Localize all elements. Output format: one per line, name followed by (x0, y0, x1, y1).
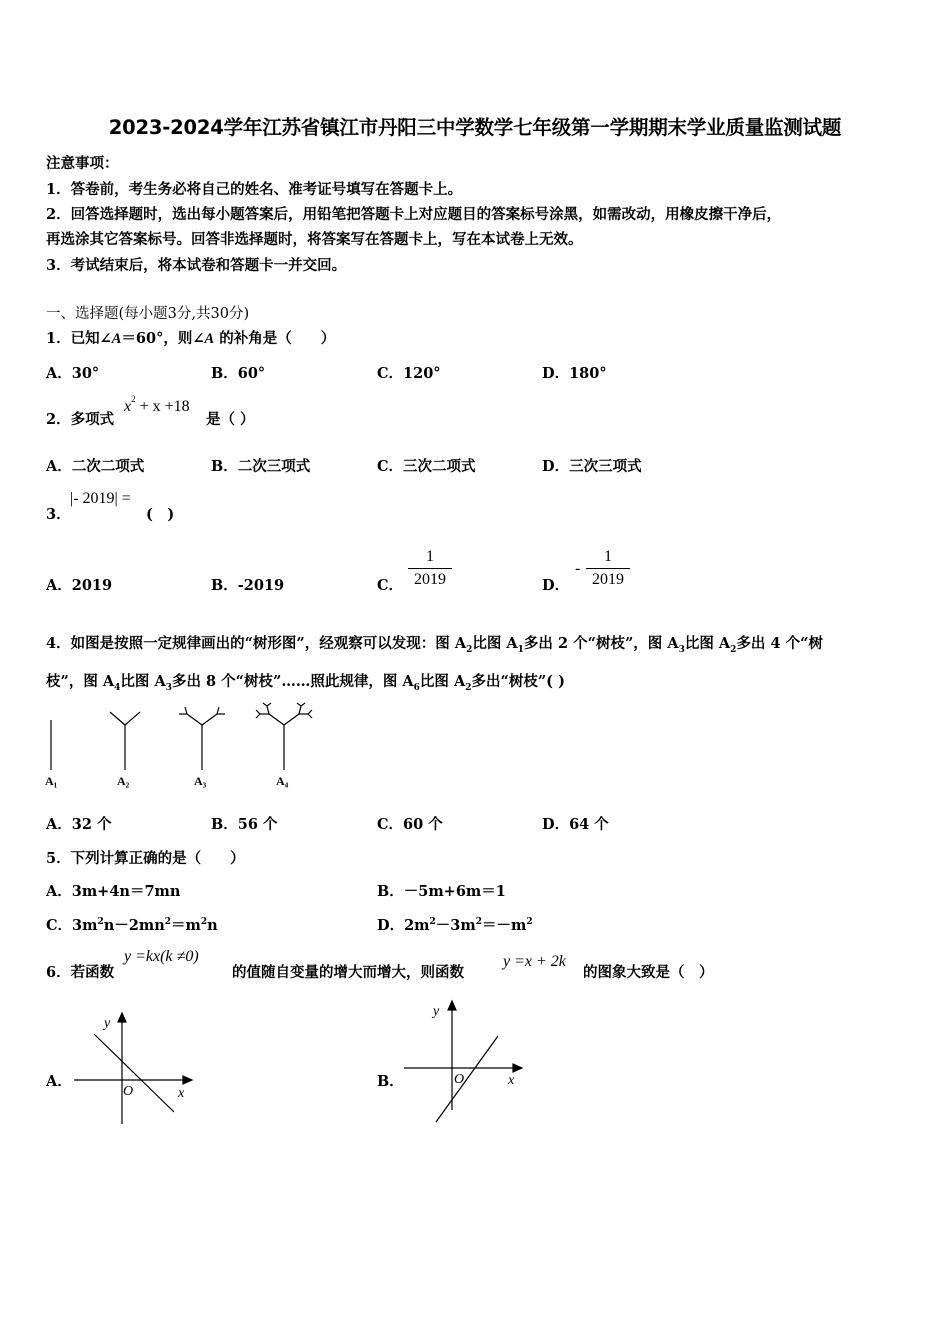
q5-c-b: n－2mn (103, 917, 165, 934)
tree-a2-branch-right (125, 712, 140, 725)
q4-l1-sub2: 1 (517, 644, 524, 655)
q3-d-fraction-bar (586, 568, 630, 569)
q5-c-sup1: 2 (97, 917, 104, 928)
q4-stem-line-1 (46, 632, 823, 655)
q4-l1-a: 4．如图是按照一定规律画出的“树形图”，经观察可以发现：图 A (46, 635, 467, 652)
q1-pre: 1．已知∠ (46, 330, 112, 347)
q4-l2-e: 多出“树枝”( ) (471, 673, 565, 690)
graph-b-x-arrow (513, 1064, 522, 1072)
tree-a3-twig-4 (217, 707, 219, 714)
q6-option-a-graph (70, 1008, 200, 1128)
graph-a-origin-label: O (123, 1084, 134, 1099)
q5-c-sup2: 2 (164, 917, 172, 928)
notice-item-2-cont: 再选涂其它答案标号。回答非选择题时，将答案写在答题卡上，写在本试卷上无效。 (46, 231, 583, 248)
q2-option-d: D．三次三项式 (542, 458, 642, 475)
tree-a4-leaf-6 (308, 714, 312, 718)
q2-pre: 2．多项式 (46, 411, 115, 428)
q6-expression-2: y =x + 2k (503, 953, 566, 970)
q1-post: 的补角是（ ） (214, 330, 336, 347)
q3-d-denominator: 2019 (592, 571, 624, 588)
q4-l1-b: 比图 A (472, 635, 518, 652)
q2-post: 是（ ） (206, 411, 255, 428)
tree-label-a2: A₂ (117, 774, 130, 788)
q3-option-d-minus: - (575, 560, 581, 577)
graph-a-x-arrow (183, 1076, 192, 1084)
q4-l2-sub1: 4 (114, 682, 121, 693)
section-heading: 一、选择题(每小题3分,共30分) (46, 306, 250, 322)
q1-option-c: C．120° (377, 365, 441, 382)
q3-expression: |- 2019| = (70, 490, 131, 507)
tree-label-a4: A₄ (276, 774, 289, 788)
graph-a-line (94, 1034, 174, 1112)
q3-option-b: B．-2019 (211, 577, 285, 594)
tree-a3-branch-left (187, 714, 202, 725)
tree-a4-branch-right (284, 714, 299, 725)
q3-option-d: D． (542, 577, 570, 594)
q5-c-c: ＝m (171, 917, 201, 934)
tree-a3-branch-right (202, 714, 217, 725)
q6-option-b: B． (377, 1073, 404, 1090)
q5-option-c (46, 914, 218, 935)
q4-l1-d: 比图 A (684, 635, 731, 652)
q5-option-a: A．3m+4n＝7mn (46, 883, 181, 900)
tree-a4-leaf-2 (256, 714, 260, 718)
graph-a-y-label: y (104, 1016, 111, 1031)
q1-option-a: A．30° (46, 365, 100, 382)
q4-l1-sub3: 3 (678, 644, 685, 655)
q3-pre: 3． (46, 506, 71, 523)
q5-c-sup3: 2 (200, 917, 208, 928)
q5-d-c: ＝－m (481, 917, 527, 934)
q2-option-b: B．二次三项式 (211, 458, 311, 475)
q4-stem-line-2 (46, 670, 565, 693)
q2-option-c: C．三次二项式 (377, 458, 476, 475)
q5-d-a: D．2m (377, 917, 430, 934)
notice-item-1: 1．答卷前，考生务必将自己的姓名、准考证号填写在答题卡上。 (46, 181, 463, 198)
q3-c-numerator: 1 (426, 548, 434, 565)
graph-b-y-arrow (448, 1001, 456, 1010)
q6-pre: 6．若函数 (46, 964, 115, 981)
notice-item-3: 3．考试结束后，将本试卷和答题卡一并交回。 (46, 257, 347, 274)
q2-expr-rest: + x +18 (135, 398, 190, 415)
tree-a4-leaf-8 (301, 703, 305, 706)
q2-expression (124, 393, 190, 416)
q5-d-b: －3m (435, 917, 476, 934)
tree-a4-branch-left (269, 714, 284, 725)
q3-option-d-fraction (586, 548, 630, 589)
q4-l1-c: 多出 2 个“树枝”，图 A (523, 635, 679, 652)
q2-option-a: A．二次二项式 (46, 458, 145, 475)
q5-c-a: C．3m (46, 917, 98, 934)
q5-option-b: B．－5m+6m＝1 (377, 883, 506, 900)
q5-option-d (377, 914, 533, 935)
tree-a4-leaf-5 (308, 710, 312, 714)
q5-d-sup1: 2 (429, 917, 436, 928)
page-title: 2023-2024学年江苏省镇江市丹阳三中学数学七年级第一学期期末学业质量监测试题 (108, 116, 842, 139)
graph-b-y-label: y (433, 1004, 440, 1019)
q6-option-a: A． (46, 1073, 72, 1090)
q5-stem: 5．下列计算正确的是（ ） (46, 850, 245, 867)
q4-l2-sub4: 2 (465, 682, 472, 693)
q1-angle-a: A (111, 331, 122, 347)
q4-l2-b: 比图 A (120, 673, 166, 690)
q4-l2-sub3: 6 (413, 682, 420, 693)
q4-l2-sub2: 3 (165, 682, 172, 693)
q3-d-numerator: 1 (604, 548, 612, 565)
q3-c-denominator: 2019 (414, 571, 446, 588)
q6-mid: 的值随自变量的增大而增大，则函数 (232, 964, 464, 981)
q4-option-d: D．64 个 (542, 816, 609, 833)
q4-option-c: C．60 个 (377, 816, 443, 833)
notice-heading: 注意事项： (46, 155, 119, 172)
q3-post: ( ) (146, 506, 175, 523)
notice-item-2: 2．回答选择题时，选出每小题答案后，用铅笔把答题卡上对应题目的答案标号涂黑，如需改动，用橡皮擦干净后， (46, 206, 782, 223)
graph-a-x-label: x (178, 1086, 185, 1101)
q2-expr-x: x (124, 398, 132, 415)
graph-a-y-arrow (118, 1013, 126, 1022)
q4-option-b: B．56 个 (211, 816, 278, 833)
tree-a3-twig-2 (185, 707, 187, 714)
tree-label-a1: A₁ (45, 774, 58, 788)
tree-a2-branch-left (110, 712, 125, 725)
q1-option-b: B．60° (211, 365, 266, 382)
tree-a4-leaf-1 (256, 710, 260, 714)
q4-l1-e: 多出 4 个“树 (736, 635, 823, 652)
q1-angle-a2: A (204, 331, 215, 347)
q4-l2-a: 枝”，图 A (46, 673, 115, 690)
q3-option-c: C． (377, 577, 404, 594)
q4-tree-figure (40, 700, 340, 792)
q3-option-c-fraction (408, 548, 452, 589)
q6-option-b-graph (400, 996, 530, 1126)
tree-a4-leaf-7 (297, 703, 301, 706)
q5-d-sup2: 2 (475, 917, 482, 928)
tree-a4-leaf-3 (263, 703, 267, 706)
q4-l2-c: 多出 8 个“树枝”……照此规律，图 A (171, 673, 414, 690)
q4-l2-d: 比图 A (419, 673, 466, 690)
q5-c-d: n (207, 917, 218, 934)
tree-label-a3: A₃ (194, 774, 207, 788)
graph-b-x-label: x (508, 1073, 515, 1088)
graph-b-origin-label: O (454, 1072, 465, 1087)
tree-a4-twig-4 (299, 706, 301, 714)
q1-mid: ＝60°，则∠ (121, 330, 205, 347)
q2-expr-sup: 2 (131, 393, 136, 404)
q4-l1-sub1: 2 (466, 644, 473, 655)
q3-option-a: A．2019 (46, 577, 113, 594)
q6-expression-1: y =kx(k ≠0) (124, 948, 199, 965)
q3-c-fraction-bar (408, 568, 452, 569)
q5-d-sup3: 2 (526, 917, 533, 928)
q1-option-d: D．180° (542, 365, 607, 382)
q6-post: 的图象大致是（ ） (583, 964, 714, 981)
tree-a4-twig-2 (267, 706, 269, 714)
q4-option-a: A．32 个 (46, 816, 112, 833)
tree-a4-leaf-4 (267, 703, 271, 706)
q4-l1-sub4: 2 (730, 644, 737, 655)
question-1-stem (46, 327, 335, 348)
graph-b-line (436, 1036, 498, 1122)
